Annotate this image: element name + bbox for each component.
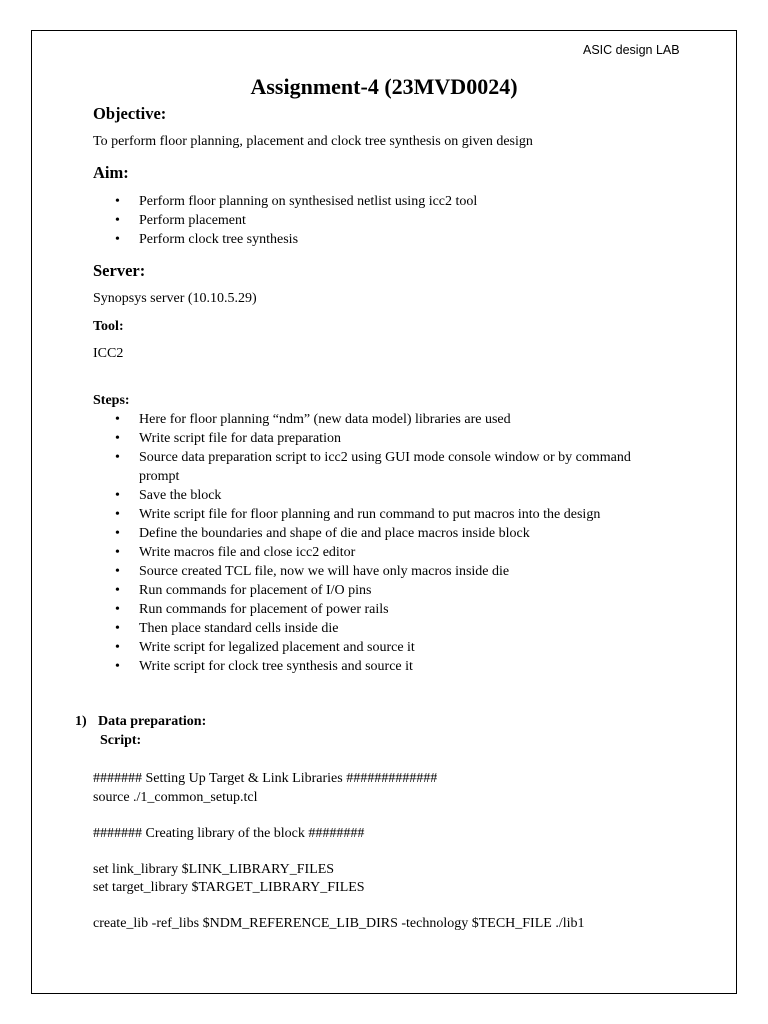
step-item: • Write script for clock tree synthesis and source it [93,657,668,676]
script-comment-library: ####### Creating library of the block ######## [93,826,365,841]
aim-item: • Perform placement [93,211,668,230]
step-item: • Here for floor planning “ndm” (new data model) libraries are used [93,410,668,429]
script-line-target-library: set target_library $TARGET_LIBRARY_FILES [93,880,365,895]
aim-heading: Aim: [93,163,129,182]
tool-text: ICC2 [93,346,124,361]
step-item: • Run commands for placement of I/O pins [93,581,668,600]
step-item: • Then place standard cells inside die [93,619,668,638]
objective-heading: Objective: [93,104,167,123]
script-subheading: Script: [100,733,142,748]
script-line-create-lib: create_lib -ref_libs $NDM_REFERENCE_LIB_DIRS -technology $TECH_FILE ./lib1 [93,916,585,931]
steps-heading: Steps: [93,393,130,408]
step-item: • Run commands for placement of power rails [93,600,668,619]
section-number: 1) [75,714,87,729]
objective-text: To perform floor planning, placement and clock tree synthesis on given design [93,134,533,149]
step-item: • Write macros file and close icc2 editor [93,543,668,562]
steps-list [93,410,668,676]
step-item: • Write script file for floor planning and run command to put macros into the design [93,505,668,524]
aim-item: • Perform clock tree synthesis [93,230,668,249]
step-item: • Define the boundaries and shape of die and place macros inside block [93,524,668,543]
step-item: • Source created TCL file, now we will have only macros inside die [93,562,668,581]
aim-item: • Perform floor planning on synthesised netlist using icc2 tool [93,192,668,211]
script-comment-setup: ####### Setting Up Target & Link Libraries ############# [93,771,438,786]
header-lab-label: ASIC design LAB [583,43,680,57]
step-item: • Write script file for data preparation [93,429,668,448]
script-line-source: source ./1_common_setup.tcl [93,790,258,805]
server-heading: Server: [93,261,146,280]
step-item: • Source data preparation script to icc2 using GUI mode console window or by command prompt [93,448,668,486]
section-heading: Data preparation: [98,714,207,729]
script-line-link-library: set link_library $LINK_LIBRARY_FILES [93,862,335,877]
aim-list [93,192,668,249]
step-item: • Write script for legalized placement and source it [93,638,668,657]
page-title: Assignment-4 (23MVD0024) [250,74,518,99]
server-text: Synopsys server (10.10.5.29) [93,291,257,306]
step-item: • Save the block [93,486,668,505]
tool-heading: Tool: [93,319,124,334]
